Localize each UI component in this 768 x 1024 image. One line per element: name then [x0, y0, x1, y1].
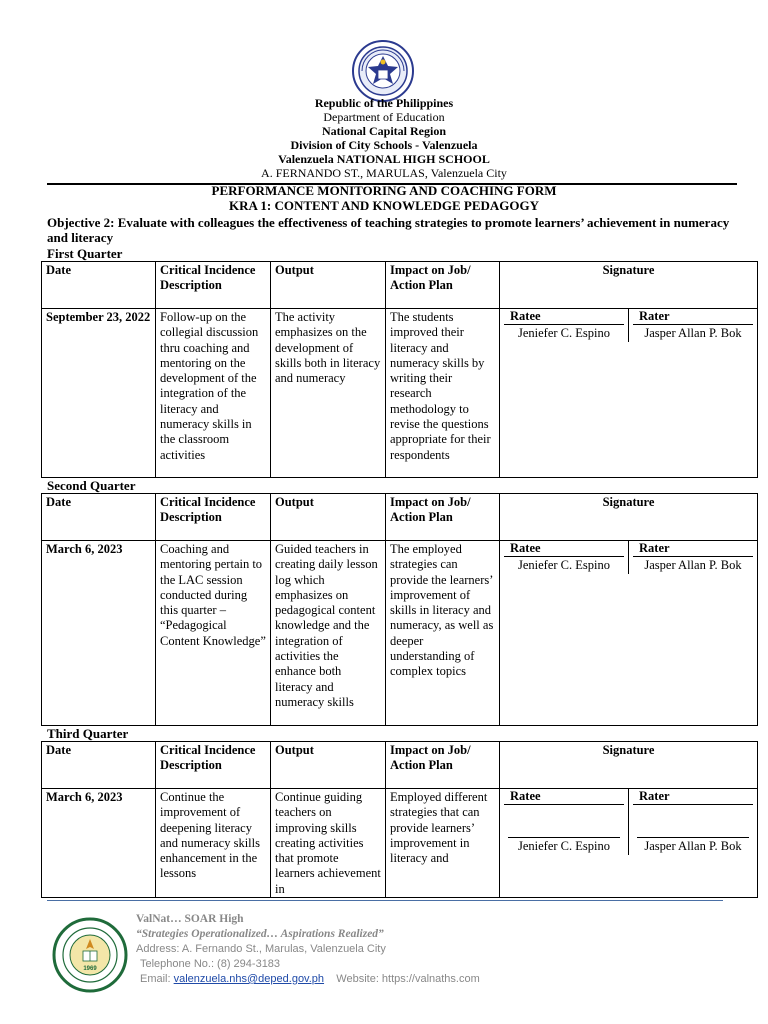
quarter-table-first [41, 261, 758, 478]
col-cid: Critical Incidence Description [156, 742, 271, 789]
footer-telephone: Telephone No.: (8) 294-3183 [140, 958, 281, 970]
col-cid: Critical Incidence Description [156, 494, 271, 541]
division-name: Division of City Schools - Valenzuela [290, 138, 478, 152]
col-signature: Signature [500, 494, 758, 541]
signature-cell [500, 789, 758, 898]
entry-date: March 6, 2023 [42, 789, 156, 898]
entry-cid: Coaching and mentoring pertain to the LAC session conducted during this quarter – “Pedagogical Content Knowledge” [156, 541, 271, 726]
quarter-table-second [41, 493, 758, 726]
school-seal-year: 1969 [83, 966, 97, 972]
rater-label: Rater [633, 541, 753, 557]
entry-date: March 6, 2023 [42, 541, 156, 726]
footer-address: Address: A. Fernando St., Marulas, Valenzuela City [136, 943, 386, 955]
rater-label: Rater [633, 309, 753, 325]
quarter-label-first: First Quarter [47, 246, 123, 261]
form-title-block [0, 183, 768, 213]
col-impact: Impact on Job/ Action Plan [386, 262, 500, 309]
entry-output: Guided teachers in creating daily lesson log which emphasizes on pedagogical content knowledge and the integration of activities the enhance both literacy and numeracy skills [271, 541, 386, 726]
department-name: Department of Education [323, 110, 445, 124]
col-date: Date [42, 494, 156, 541]
quarter-label-second: Second Quarter [47, 478, 136, 493]
school-seal-icon [52, 917, 128, 993]
ratee-label: Ratee [504, 789, 624, 805]
entry-impact: Employed different strategies that can provide learners’ improvement in literacy and [386, 789, 500, 898]
col-output: Output [271, 262, 386, 309]
footer-tagline: “Strategies Operationalized… Aspirations Realized” [136, 928, 384, 940]
rater-label: Rater [633, 789, 753, 805]
form-title: PERFORMANCE MONITORING AND COACHING FORM [211, 183, 557, 198]
table-row [42, 541, 758, 726]
footer-motto: ValNat… SOAR High [136, 913, 244, 925]
col-output: Output [271, 742, 386, 789]
rater-column [628, 789, 757, 855]
school-address: A. FERNANDO ST., MARULAS, Valenzuela City [261, 166, 507, 180]
rater-name: Jasper Allan P. Bok [644, 326, 742, 341]
ratee-column [500, 789, 628, 855]
ratee-name: Jeniefer C. Espino [518, 558, 610, 573]
deped-seal-icon [352, 40, 414, 102]
ratee-label: Ratee [504, 541, 624, 557]
entry-cid: Follow-up on the collegial discussion thru coaching and mentoring on the development of the integration of the literacy and numeracy skills in the classroom activities [156, 309, 271, 478]
rater-column [628, 309, 757, 342]
col-output: Output [271, 494, 386, 541]
footer [136, 912, 480, 987]
table-row [42, 309, 758, 478]
ratee-label: Ratee [504, 309, 624, 325]
col-impact: Impact on Job/ Action Plan [386, 494, 500, 541]
col-cid: Critical Incidence Description [156, 262, 271, 309]
quarter-table-third [41, 741, 758, 898]
col-date: Date [42, 742, 156, 789]
country-name: Republic of the Philippines [314, 96, 454, 110]
ratee-column [500, 309, 628, 342]
region-name: National Capital Region [321, 124, 446, 138]
entry-impact: The students improved their literacy and numeracy skills by writing their research methodology to revise the questions appropriate for their respondents [386, 309, 500, 478]
quarter-label-third: Third Quarter [47, 726, 129, 741]
school-name: Valenzuela NATIONAL HIGH SCHOOL [278, 152, 490, 166]
col-signature: Signature [500, 742, 758, 789]
col-signature: Signature [500, 262, 758, 309]
col-date: Date [42, 262, 156, 309]
footer-email-label: Email: [140, 973, 171, 985]
entry-output: The activity emphasizes on the development of skills both in literacy and numeracy [271, 309, 386, 478]
entry-cid: Continue the improvement of deepening literacy and numeracy skills enhancement in the lessons [156, 789, 271, 898]
footer-contact [136, 972, 480, 987]
footer-divider [47, 900, 723, 901]
signature-cell [500, 309, 758, 478]
table-header-row [42, 494, 758, 541]
rater-name: Jasper Allan P. Bok [644, 839, 742, 854]
table-header-row [42, 262, 758, 309]
rater-column [628, 541, 757, 574]
ratee-column [500, 541, 628, 574]
table-header-row [42, 742, 758, 789]
objective-text: Objective 2: Evaluate with colleagues the effectiveness of teaching strategies to promote learners’ achievement in numeracy and literacy [47, 215, 730, 245]
form-subtitle: KRA 1: CONTENT AND KNOWLEDGE PEDAGOGY [229, 198, 539, 213]
footer-email-link[interactable]: valenzuela.nhs@deped.gov.ph [173, 973, 325, 985]
col-impact: Impact on Job/ Action Plan [386, 742, 500, 789]
signature-cell [500, 541, 758, 726]
letterhead [0, 96, 768, 180]
table-row [42, 789, 758, 898]
rater-name: Jasper Allan P. Bok [644, 558, 742, 573]
ratee-name: Jeniefer C. Espino [518, 326, 610, 341]
entry-date: September 23, 2022 [42, 309, 156, 478]
entry-impact: The employed strategies can provide the learners’ improvement of skills in literacy and numeracy, as well as deeper understanding of complex topics [386, 541, 500, 726]
footer-website: Website: https://valnaths.com [336, 973, 480, 985]
ratee-name: Jeniefer C. Espino [518, 839, 610, 854]
entry-output: Continue guiding teachers on improving skills creating activities that promote learners achievement in [271, 789, 386, 898]
